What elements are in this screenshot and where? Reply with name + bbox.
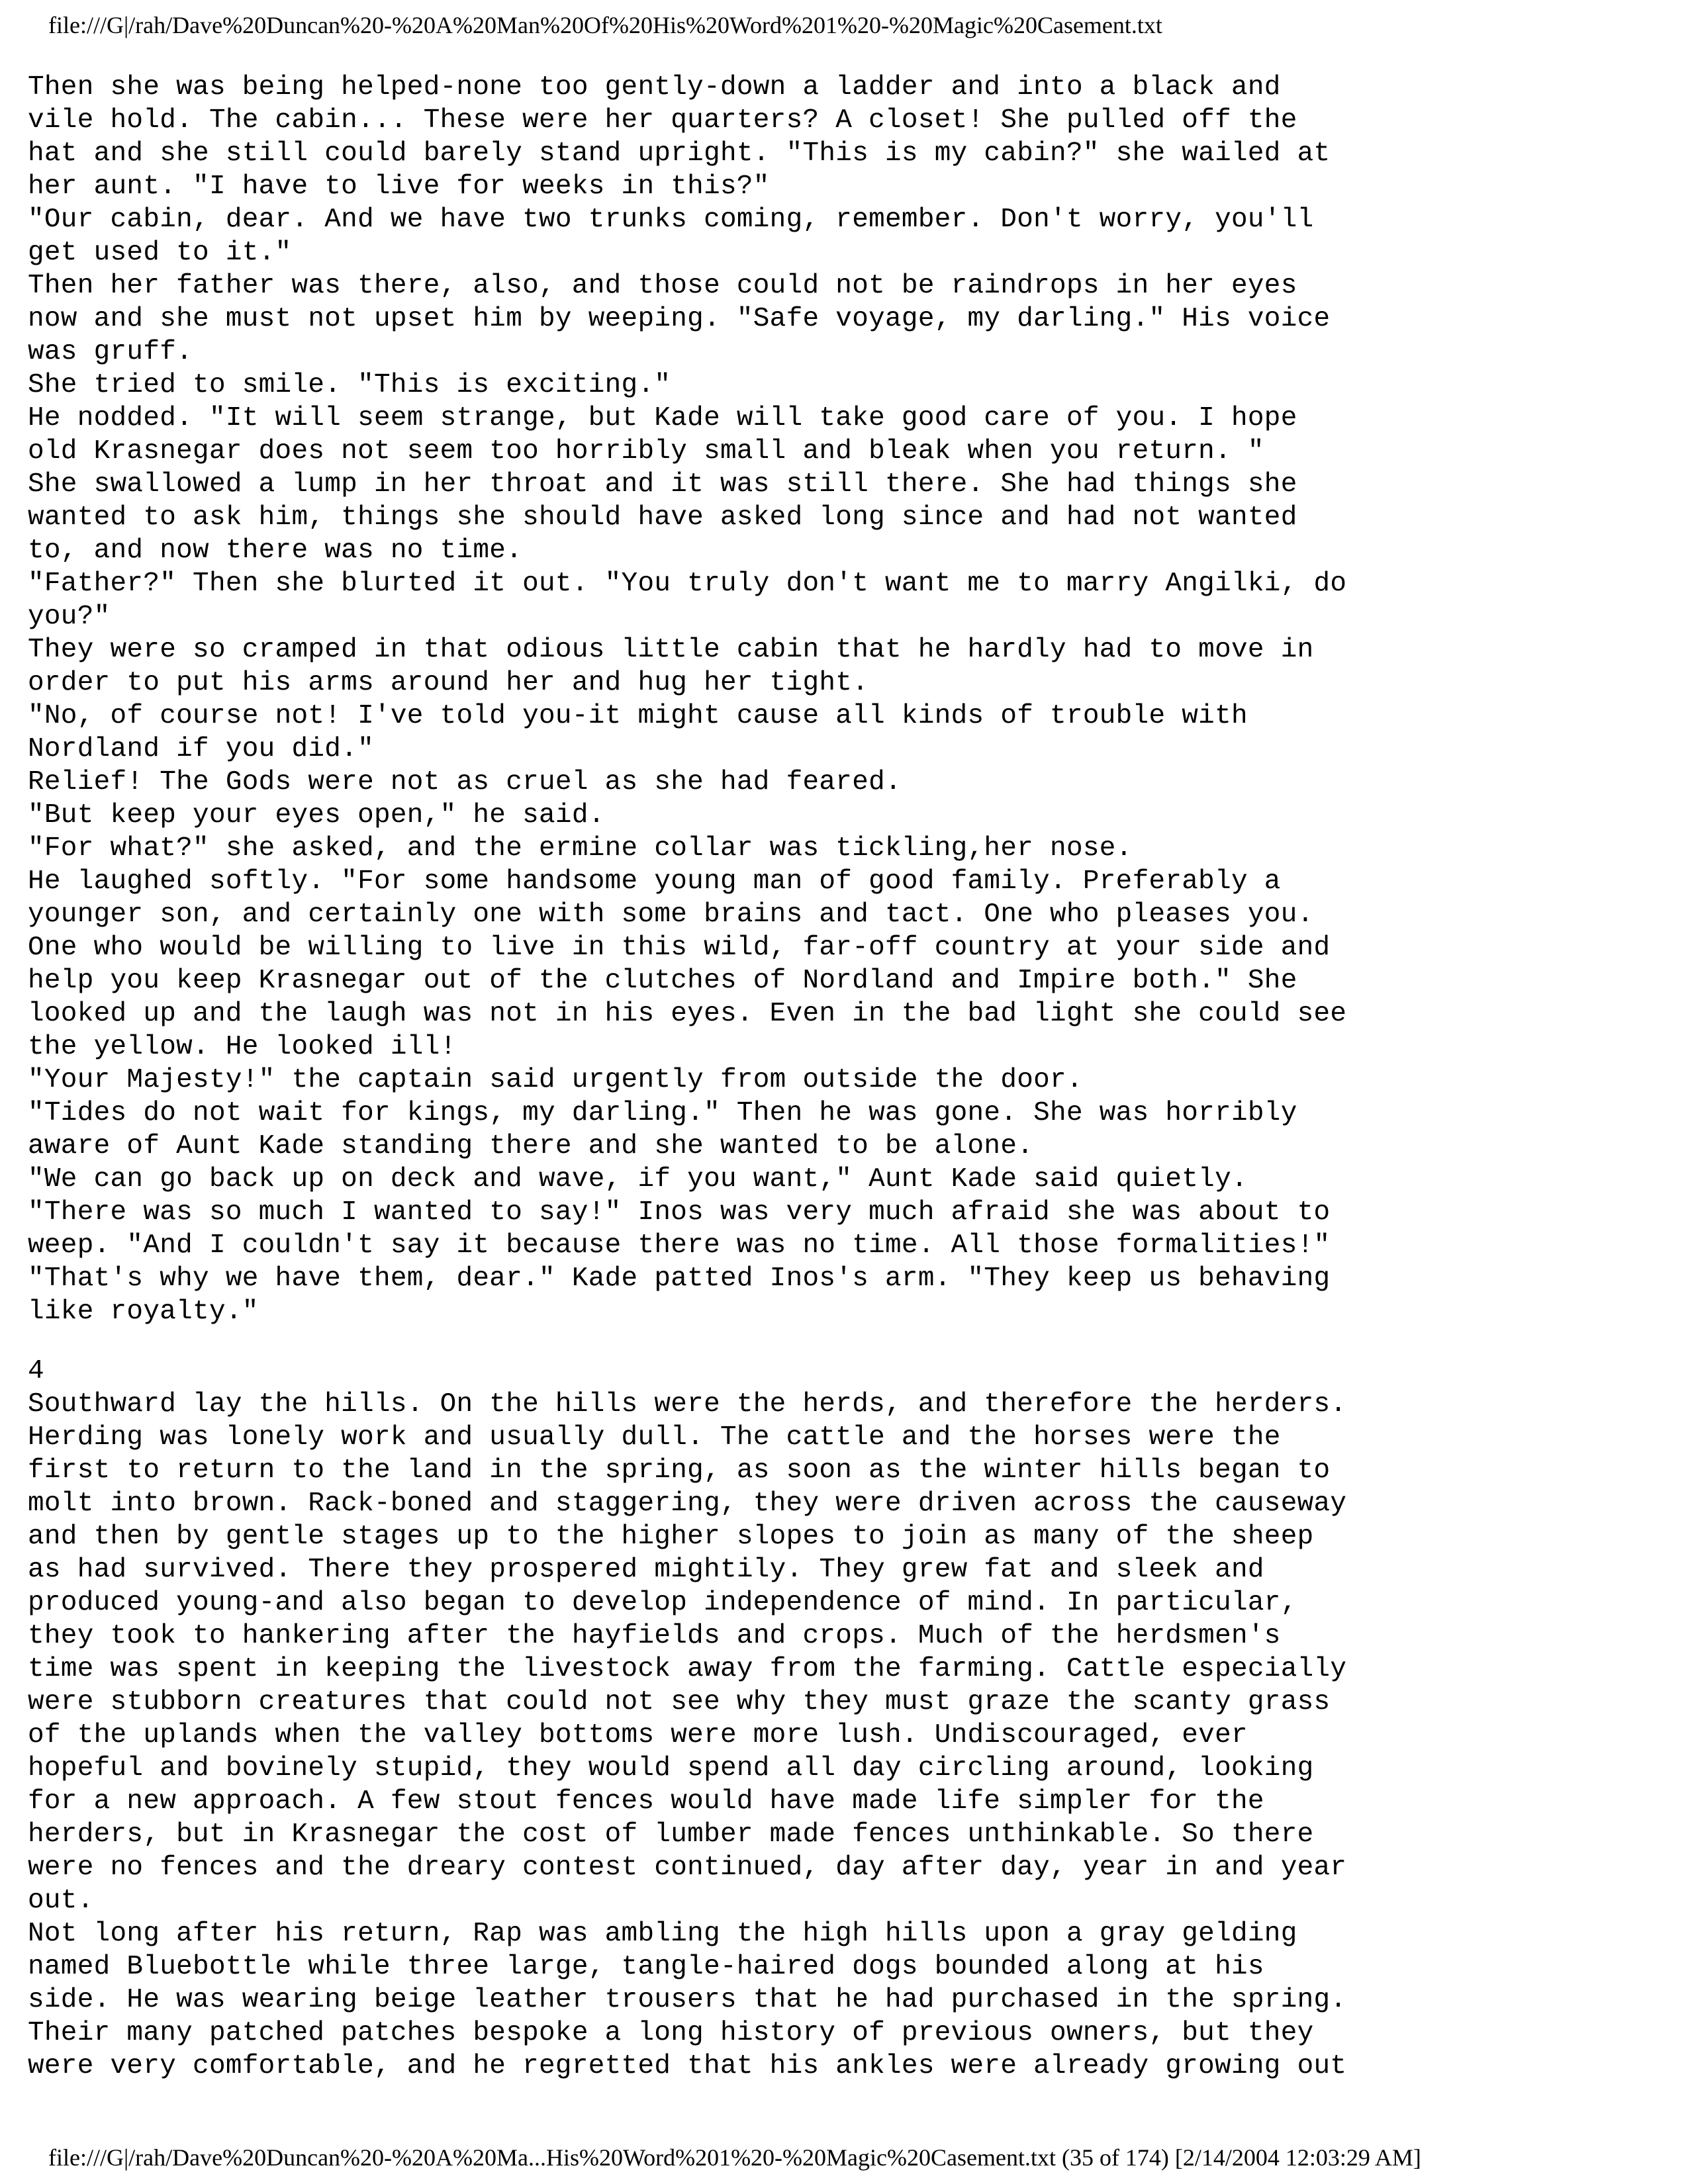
text-line: "There was so much I wanted to say!" Inos was very much afraid she was about to [28, 1197, 1331, 1228]
text-line: He nodded. "It will seem strange, but Kade will take good care of you. I hope [28, 403, 1297, 433]
text-line: One who would be willing to live in this wild, far-off country at your side and [28, 933, 1331, 963]
text-line: the yellow. He looked ill! [28, 1032, 457, 1062]
text-block-1 [28, 71, 1669, 1328]
text-line: like royalty." [28, 1297, 259, 1327]
text-line: "But keep your eyes open," he said. [28, 800, 605, 831]
text-line: He laughed softly. "For some handsome young man of good family. Preferably a [28, 866, 1281, 897]
text-line: "That's why we have them, dear." Kade patted Inos's arm. "They keep us behaving [28, 1263, 1331, 1294]
text-line: Nordland if you did." [28, 734, 374, 764]
text-line: molt into brown. Rack-boned and staggering, they were driven across the causeway [28, 1488, 1347, 1519]
text-line: time was spent in keeping the livestock away from the farming. Cattle especially [28, 1654, 1347, 1684]
text-line: Then her father was there, also, and those could not be raindrops in her eyes [28, 271, 1297, 301]
text-line: "Tides do not wait for kings, my darling." Then he was gone. She was horribly [28, 1098, 1297, 1128]
text-line: Then she was being helped-none too gently-down a ladder and into a black and [28, 72, 1281, 103]
text-line: out. [28, 1886, 94, 1916]
text-line: "Your Majesty!" the captain said urgently from outside the door. [28, 1065, 1083, 1095]
print-footer: file:///G|/rah/Dave%20Duncan%20-%20A%20Ma...His%20Word%201%20-%20Magic%20Casement.txt (35 of 174) [2/14/2004 12:03:29 AM] [48, 2144, 1421, 2171]
text-line: her aunt. "I have to live for weeks in this?" [28, 171, 770, 202]
text-line: now and she must not upset him by weeping. "Safe voyage, my darling." His voice [28, 304, 1331, 334]
text-line: "Our cabin, dear. And we have two trunks coming, remember. Don't worry, you'll [28, 205, 1314, 235]
text-line: side. He was wearing beige leather trousers that he had purchased in the spring. [28, 1985, 1347, 2015]
text-line: produced young-and also began to develop independence of mind. In particular, [28, 1588, 1297, 1618]
text-line: for a new approach. A few stout fences would have made life simpler for the [28, 1786, 1264, 1817]
text-line: "No, of course not! I've told you-it might cause all kinds of trouble with [28, 701, 1248, 731]
text-line: Not long after his return, Rap was ambling the high hills upon a gray gelding [28, 1919, 1297, 1949]
text-line: weep. "And I couldn't say it because there was no time. All those formalities!" [28, 1230, 1331, 1261]
text-line: old Krasnegar does not seem too horribly small and bleak when you return. " [28, 436, 1264, 467]
text-line: "Father?" Then she blurted it out. "You truly don't want me to marry Angilki, do [28, 569, 1347, 599]
document-text [28, 71, 1669, 2083]
text-line: help you keep Krasnegar out of the clutches of Nordland and Impire both." She [28, 966, 1297, 996]
text-line: named Bluebottle while three large, tangle-haired dogs bounded along at his [28, 1952, 1264, 1982]
text-line: looked up and the laugh was not in his eyes. Even in the bad light she could see [28, 999, 1347, 1029]
text-line: aware of Aunt Kade standing there and she wanted to be alone. [28, 1131, 1034, 1161]
text-line: of the uplands when the valley bottoms were more lush. Undiscouraged, ever [28, 1720, 1248, 1751]
text-line: herders, but in Krasnegar the cost of lumber made fences unthinkable. So there [28, 1819, 1314, 1850]
text-line: and then by gentle stages up to the higher slopes to join as many of the sheep [28, 1522, 1314, 1552]
text-line: Herding was lonely work and usually dull. The cattle and the horses were the [28, 1422, 1281, 1453]
text-line: "For what?" she asked, and the ermine collar was tickling,her nose. [28, 833, 1133, 864]
text-line: as had survived. There they prospered mightily. They grew fat and sleek and [28, 1555, 1264, 1585]
text-line: first to return to the land in the spring, as soon as the winter hills began to [28, 1455, 1331, 1486]
paragraph-gap [28, 1328, 1669, 1355]
text-line: Relief! The Gods were not as cruel as she had feared. [28, 767, 902, 797]
text-line: wanted to ask him, things she should have asked long since and had not wanted [28, 502, 1297, 533]
text-line: hat and she still could barely stand upright. "This is my cabin?" she wailed at [28, 138, 1331, 169]
text-line: they took to hankering after the hayfields and crops. Much of the herdsmen's [28, 1621, 1281, 1651]
text-line: vile hold. The cabin... These were her quarters? A closet! She pulled off the [28, 105, 1297, 136]
text-line: She swallowed a lump in her throat and it was still there. She had things she [28, 469, 1297, 500]
text-line: were very comfortable, and he regretted that his ankles were already growing out [28, 2051, 1347, 2081]
text-line: 4 [28, 1356, 44, 1387]
text-line: Southward lay the hills. On the hills were the herds, and therefore the herders. [28, 1389, 1347, 1420]
text-block-2 [28, 1355, 1669, 2083]
text-line: were stubborn creatures that could not see why they must graze the scanty grass [28, 1687, 1331, 1717]
text-line: you?" [28, 602, 111, 632]
text-line: Their many patched patches bespoke a long history of previous owners, but they [28, 2018, 1314, 2048]
text-line: She tried to smile. "This is exciting." [28, 370, 671, 400]
print-header-path: file:///G|/rah/Dave%20Duncan%20-%20A%20Man%20Of%20His%20Word%201%20-%20Magic%20Casement.txt [48, 12, 1162, 38]
text-line: get used to it." [28, 238, 292, 268]
text-line: They were so cramped in that odious little cabin that he hardly had to move in [28, 635, 1314, 665]
text-line: order to put his arms around her and hug her tight. [28, 668, 869, 698]
text-line: "We can go back up on deck and wave, if you want," Aunt Kade said quietly. [28, 1164, 1248, 1195]
text-line: hopeful and bovinely stupid, they would spend all day circling around, looking [28, 1753, 1314, 1784]
text-line: was gruff. [28, 337, 193, 367]
text-line: younger son, and certainly one with some brains and tact. One who pleases you. [28, 899, 1314, 930]
text-line: were no fences and the dreary contest continued, day after day, year in and year [28, 1852, 1347, 1883]
text-line: to, and now there was no time. [28, 535, 523, 566]
